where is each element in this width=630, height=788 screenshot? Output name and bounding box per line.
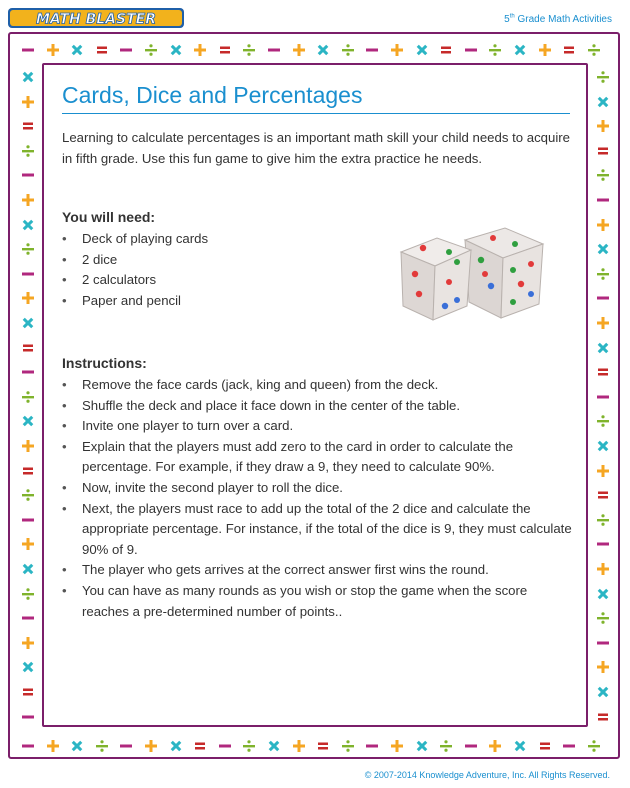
equals-icon <box>22 117 34 136</box>
divide-icon <box>588 737 600 756</box>
minus-icon <box>597 289 609 308</box>
math-blaster-logo[interactable] <box>7 6 185 30</box>
times-icon <box>71 41 83 60</box>
list-item: • Shuffle the deck and place it face down in the center of the table. <box>62 396 572 417</box>
minus-icon <box>22 41 34 60</box>
grade-number: 5 <box>504 14 510 25</box>
die-left <box>401 238 471 320</box>
divide-icon <box>96 737 108 756</box>
minus-icon <box>268 41 280 60</box>
logo-text: MATH BLASTER <box>36 11 156 28</box>
equals-icon <box>194 737 206 756</box>
plus-icon <box>489 737 501 756</box>
minus-icon <box>120 41 132 60</box>
plus-icon <box>597 216 609 235</box>
plus-icon <box>22 437 34 456</box>
equals-icon <box>96 41 108 60</box>
list-item: • Paper and pencil <box>62 291 572 312</box>
equals-icon <box>539 737 551 756</box>
divide-icon <box>243 737 255 756</box>
times-icon <box>22 560 34 579</box>
list-item: • Remove the face cards (jack, king and queen) from the deck. <box>62 375 572 396</box>
plus-icon <box>539 41 551 60</box>
times-icon <box>170 41 182 60</box>
minus-icon <box>22 166 34 185</box>
divide-icon <box>22 585 34 604</box>
minus-icon <box>465 737 477 756</box>
plus-icon <box>293 41 305 60</box>
grade-label <box>504 14 612 25</box>
list-item: • Now, invite the second player to roll the dice. <box>62 478 572 499</box>
die-right <box>465 228 543 318</box>
divide-icon <box>342 737 354 756</box>
equals-icon <box>597 142 609 161</box>
minus-icon <box>563 737 575 756</box>
minus-icon <box>366 737 378 756</box>
equals-icon <box>22 339 34 358</box>
divide-icon <box>22 388 34 407</box>
equals-icon <box>22 683 34 702</box>
divide-icon <box>597 166 609 185</box>
equals-icon <box>317 737 329 756</box>
list-item: • The player who gets arrives at the correct answer first wins the round. <box>62 560 572 581</box>
plus-icon <box>22 93 34 112</box>
minus-icon <box>22 511 34 530</box>
minus-icon <box>22 737 34 756</box>
minus-icon <box>22 708 34 727</box>
divide-icon <box>489 41 501 60</box>
list-item: • Explain that the players must add zero to the card in order to calculate the percentage. For example, if they draw a 9, they need to calculate 90%. <box>62 437 572 478</box>
divide-icon <box>597 265 609 284</box>
intro-paragraph: Learning to calculate percentages is an important math skill your child needs to acquire in fifth grade. Use this fun game to give him the extra practice he needs. <box>62 130 571 166</box>
equals-icon <box>597 363 609 382</box>
page-title: Cards, Dice and Percentages <box>62 82 570 114</box>
times-icon <box>597 585 609 604</box>
plus-icon <box>47 737 59 756</box>
equals-icon <box>597 486 609 505</box>
list-item: • Invite one player to turn over a card. <box>62 416 572 437</box>
times-icon <box>317 41 329 60</box>
minus-icon <box>465 41 477 60</box>
grade-suffix: th <box>509 13 515 20</box>
list-item: • 2 calculators <box>62 270 572 291</box>
divide-icon <box>597 609 609 628</box>
minus-icon <box>597 388 609 407</box>
times-icon <box>597 240 609 259</box>
plus-icon <box>391 737 403 756</box>
plus-icon <box>22 289 34 308</box>
minus-icon <box>219 737 231 756</box>
equals-icon <box>22 462 34 481</box>
times-icon <box>597 437 609 456</box>
equals-icon <box>597 708 609 727</box>
minus-icon <box>22 265 34 284</box>
times-icon <box>597 683 609 702</box>
list-item: • Deck of playing cards <box>62 229 572 250</box>
plus-icon <box>597 117 609 136</box>
plus-icon <box>597 560 609 579</box>
list-item: • Next, the players must race to add up the total of the 2 dice and calculate the appropriate percentage. For instance, if the total of the dice is 9, they must calculate 90% of 9. <box>62 499 572 561</box>
times-icon <box>514 737 526 756</box>
divide-icon <box>22 142 34 161</box>
divide-icon <box>440 737 452 756</box>
divide-icon <box>145 41 157 60</box>
times-icon <box>22 216 34 235</box>
equals-icon <box>219 41 231 60</box>
plus-icon <box>22 191 34 210</box>
divide-icon <box>243 41 255 60</box>
times-icon <box>514 41 526 60</box>
plus-icon <box>597 314 609 333</box>
materials-heading: You will need: <box>62 209 156 225</box>
copyright-notice: © 2007-2014 Knowledge Adventure, Inc. All Rights Reserved. <box>364 770 610 780</box>
divide-icon <box>22 240 34 259</box>
plus-icon <box>391 41 403 60</box>
divide-icon <box>597 511 609 530</box>
times-icon <box>22 68 34 87</box>
times-icon <box>597 93 609 112</box>
plus-icon <box>47 41 59 60</box>
plus-icon <box>597 658 609 677</box>
worksheet-content <box>62 82 572 622</box>
grade-text: Grade Math Activities <box>514 14 612 25</box>
minus-icon <box>597 634 609 653</box>
minus-icon <box>22 363 34 382</box>
times-icon <box>22 314 34 333</box>
times-icon <box>416 41 428 60</box>
plus-icon <box>22 634 34 653</box>
times-icon <box>170 737 182 756</box>
plus-icon <box>145 737 157 756</box>
minus-icon <box>22 609 34 628</box>
minus-icon <box>120 737 132 756</box>
equals-icon <box>440 41 452 60</box>
plus-icon <box>194 41 206 60</box>
divide-icon <box>597 412 609 431</box>
instructions-heading: Instructions: <box>62 355 147 371</box>
times-icon <box>416 737 428 756</box>
minus-icon <box>597 535 609 554</box>
times-icon <box>71 737 83 756</box>
minus-icon <box>597 191 609 210</box>
plus-icon <box>597 462 609 481</box>
plus-icon <box>22 535 34 554</box>
list-item: • 2 dice <box>62 250 572 271</box>
list-item: • You can have as many rounds as you wish or stop the game when the score reaches a pre-determined number of points.. <box>62 581 572 622</box>
plus-icon <box>293 737 305 756</box>
minus-icon <box>366 41 378 60</box>
times-icon <box>22 412 34 431</box>
times-icon <box>22 658 34 677</box>
divide-icon <box>588 41 600 60</box>
instructions-list <box>62 375 572 622</box>
dice-illustration <box>393 222 553 332</box>
equals-icon <box>563 41 575 60</box>
divide-icon <box>22 486 34 505</box>
divide-icon <box>342 41 354 60</box>
divide-icon <box>597 68 609 87</box>
times-icon <box>268 737 280 756</box>
times-icon <box>597 339 609 358</box>
